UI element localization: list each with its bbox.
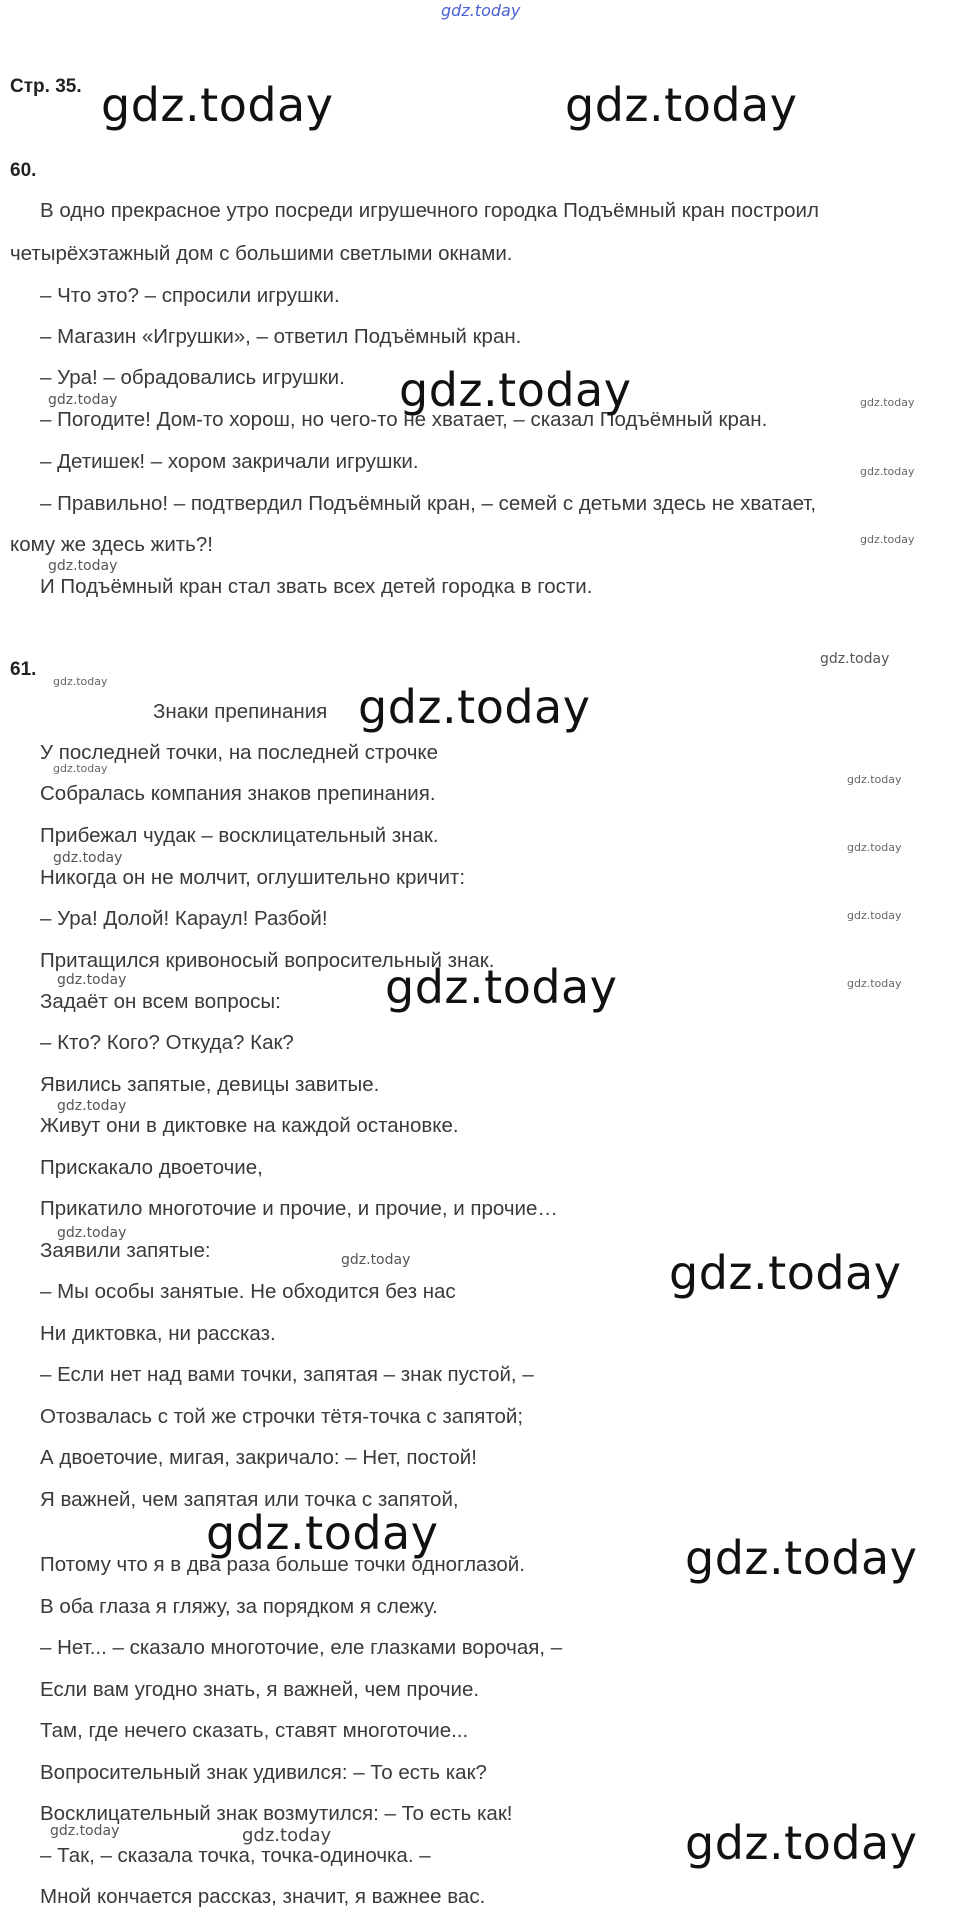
watermark-small: gdz.today bbox=[860, 396, 915, 409]
watermark-small: gdz.today bbox=[48, 558, 118, 574]
watermark-small: gdz.today bbox=[57, 1225, 127, 1241]
poem-line: Живут они в диктовке на каждой остановке. bbox=[40, 1114, 459, 1137]
poem-line: – Ура! Долой! Караул! Разбой! bbox=[40, 907, 328, 930]
poem-line: Я важней, чем запятая или точка с запятой, bbox=[40, 1488, 459, 1511]
poem-line: Прискакало двоеточие, bbox=[40, 1156, 263, 1179]
text-line: – Ура! – обрадовались игрушки. bbox=[40, 366, 345, 389]
text-line: – Детишек! – хором закричали игрушки. bbox=[40, 450, 419, 473]
watermark-large: gdz.today bbox=[685, 1531, 918, 1585]
poem-line: – Кто? Кого? Откуда? Как? bbox=[40, 1031, 294, 1054]
poem-line: Никогда он не молчит, оглушительно кричит: bbox=[40, 866, 466, 889]
top-watermark: gdz.today bbox=[441, 1, 521, 20]
exercise-61-number: 61. bbox=[10, 659, 37, 680]
watermark-large: gdz.today bbox=[385, 960, 618, 1014]
watermark-small: gdz.today bbox=[847, 909, 902, 922]
poem-line: Собралась компания знаков препинания. bbox=[40, 782, 436, 805]
watermark-small: gdz.today bbox=[242, 1825, 332, 1846]
watermark-small: gdz.today bbox=[57, 972, 127, 988]
poem-line: Мной кончается рассказ, значит, я важнее вас. bbox=[40, 1885, 486, 1908]
poem-line: Если вам угодно знать, я важней, чем прочие. bbox=[40, 1678, 480, 1701]
text-line: В одно прекрасное утро посреди игрушечного городка Подъёмный кран построил bbox=[40, 199, 819, 222]
watermark-small: gdz.today bbox=[53, 850, 123, 866]
text-line: кому же здесь жить?! bbox=[10, 533, 213, 556]
text-line: – Погодите! Дом-то хорош, но чего-то не хватает, – сказал Подъёмный кран. bbox=[40, 408, 768, 431]
watermark-large: gdz.today bbox=[358, 680, 591, 734]
watermark-large: gdz.today bbox=[565, 78, 798, 132]
poem-line: Притащился кривоносый вопросительный знак. bbox=[40, 949, 495, 972]
poem-line: В оба глаза я гляжу, за порядком я слежу. bbox=[40, 1595, 438, 1618]
text-line: – Что это? – спросили игрушки. bbox=[40, 284, 340, 307]
poem-line: У последней точки, на последней строчке bbox=[40, 741, 438, 764]
poem-line: Заявили запятые: bbox=[40, 1239, 211, 1262]
poem-line: Там, где нечего сказать, ставят многоточие... bbox=[40, 1719, 469, 1742]
watermark-small: gdz.today bbox=[57, 1098, 127, 1114]
poem-line: Явились запятые, девицы завитые. bbox=[40, 1073, 380, 1096]
poem-line: Прикатило многоточие и прочие, и прочие, и прочие… bbox=[40, 1197, 558, 1220]
poem-line: Восклицательный знак возмутился: – То есть как! bbox=[40, 1802, 513, 1825]
poem-line: – Если нет над вами точки, запятая – знак пустой, – bbox=[40, 1363, 534, 1386]
poem-line: Вопросительный знак удивился: – То есть как? bbox=[40, 1761, 487, 1784]
watermark-small: gdz.today bbox=[341, 1252, 411, 1268]
watermark-small: gdz.today bbox=[847, 977, 902, 990]
watermark-small: gdz.today bbox=[847, 841, 902, 854]
watermark-small: gdz.today bbox=[53, 675, 108, 688]
poem-line: Отозвалась с той же строчки тётя-точка с запятой; bbox=[40, 1405, 524, 1428]
poem-title: Знаки препинания bbox=[153, 700, 328, 723]
page-reference: Стр. 35. bbox=[10, 76, 82, 97]
text-line: – Магазин «Игрушки», – ответил Подъёмный кран. bbox=[40, 325, 522, 348]
text-line: – Правильно! – подтвердил Подъёмный кран, – семей с детьми здесь не хватает, bbox=[40, 492, 817, 515]
poem-line: – Так, – сказала точка, точка-одиночка. – bbox=[40, 1844, 431, 1867]
watermark-small: gdz.today bbox=[50, 1823, 120, 1839]
watermark-large: gdz.today bbox=[206, 1506, 439, 1560]
watermark-small: gdz.today bbox=[847, 773, 902, 786]
text-line: четырёхэтажный дом с большими светлыми окнами. bbox=[10, 242, 513, 265]
exercise-60-number: 60. bbox=[10, 160, 37, 181]
poem-line: Потому что я в два раза больше точки одноглазой. bbox=[40, 1553, 525, 1576]
watermark-large: gdz.today bbox=[669, 1246, 902, 1300]
poem-line: А двоеточие, мигая, закричало: – Нет, постой! bbox=[40, 1446, 477, 1469]
watermark-large: gdz.today bbox=[101, 78, 334, 132]
watermark-large: gdz.today bbox=[685, 1816, 918, 1870]
poem-line: – Мы особы занятые. Не обходится без нас bbox=[40, 1280, 456, 1303]
watermark-small: gdz.today bbox=[860, 465, 915, 478]
watermark-large: gdz.today bbox=[399, 363, 632, 417]
poem-line: – Нет... – сказало многоточие, еле глазками ворочая, – bbox=[40, 1636, 563, 1659]
poem-line: Прибежал чудак – восклицательный знак. bbox=[40, 824, 439, 847]
poem-line: Ни диктовка, ни рассказ. bbox=[40, 1322, 276, 1345]
watermark-small: gdz.today bbox=[860, 533, 915, 546]
watermark-small: gdz.today bbox=[53, 762, 108, 775]
poem-line: Задаёт он всем вопросы: bbox=[40, 990, 281, 1013]
text-line: И Подъёмный кран стал звать всех детей городка в гости. bbox=[40, 575, 593, 598]
watermark-small: gdz.today bbox=[48, 392, 118, 408]
watermark-small: gdz.today bbox=[820, 651, 890, 667]
